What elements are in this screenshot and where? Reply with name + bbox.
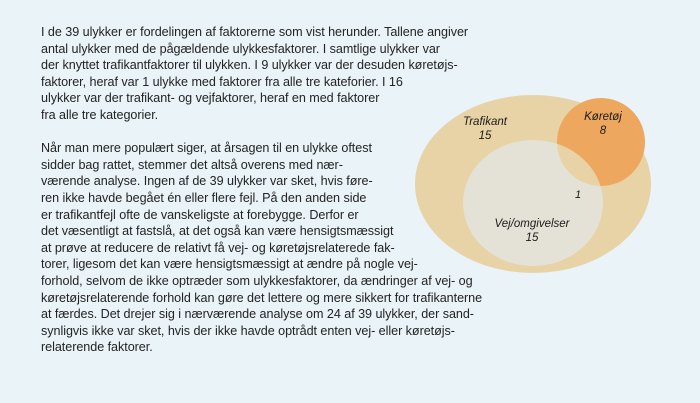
text-line: det væsentligt at fastslå, at det også kan være hensigtsmæssigt bbox=[41, 224, 394, 239]
text-line: relaterende faktorer. bbox=[41, 340, 153, 355]
paragraph-1 bbox=[41, 24, 660, 124]
text-line: værende analyse. Ingen af de 39 ulykker var sket, hvis føre- bbox=[41, 174, 373, 189]
venn-label-trafikant-value: 15 bbox=[478, 129, 492, 142]
text-line: I de 39 ulykker er fordelingen af faktorerne som vist herunder. Tallene angiver bbox=[41, 25, 469, 39]
venn-label-vej-omgivelser-value: 15 bbox=[525, 231, 539, 244]
text-line: ulykker var der trafikant- og vejfaktorer, heraf en med faktorer bbox=[41, 91, 380, 106]
venn-label-koeretoej-name: Køretøj bbox=[584, 111, 622, 123]
venn-label-vej-omgivelser-name: Vej/omgivelser bbox=[494, 218, 570, 230]
venn-label-trafikant-name: Trafikant bbox=[463, 116, 507, 128]
body-text bbox=[41, 24, 660, 356]
text-line: faktorer, heraf var 1 ulykke med faktorer fra alle tre kateforier. I 16 bbox=[41, 74, 403, 89]
text-line: torer, ligesom det kan være hensigtsmæssigt at ændre på nogle vej- bbox=[41, 257, 418, 272]
text-line: at prøve at reducere de relativt få vej- og køretøjsrelaterede fak- bbox=[41, 240, 395, 255]
text-line: køretøjsrelaterende forhold kan gøre det lettere og mere sikkert for trafikanterne bbox=[41, 290, 483, 305]
text-line: fra alle tre kategorier. bbox=[41, 107, 159, 122]
venn-label-intersection-value: 1 bbox=[574, 189, 582, 201]
text-line: forhold, selvom de ikke optræder som ulykkesfaktorer, da ændringer af vej- og bbox=[41, 273, 473, 288]
paragraph-2 bbox=[41, 140, 660, 356]
text-line: at færdes. Det drejer sig i nærværende analyse om 24 af 39 ulykker, der sand- bbox=[41, 307, 474, 322]
text-line: er trafikantfejl ofte de vanskeligste at forebygge. Derfor er bbox=[41, 207, 359, 222]
text-line: Når man mere populært siger, at årsagen til en ulykke oftest bbox=[41, 141, 372, 156]
text-line: sidder bag rattet, stemmer det altså overens med nær- bbox=[41, 157, 343, 172]
text-line: ren ikke havde begået én eller flere fejl. På den anden side bbox=[41, 190, 367, 205]
venn-label-koeretoej-value: 8 bbox=[599, 124, 607, 137]
text-line: antal ulykker med de pågældende ulykkesfaktorer. I samtlige ulykker var bbox=[41, 41, 440, 56]
text-line: synligvis ikke var sket, hvis der ikke havde optrådt enten vej- eller køretøjs- bbox=[41, 323, 455, 338]
text-line: der knyttet trafikantfaktorer til ulykken. I 9 ulykker var der desuden køretøjs- bbox=[41, 58, 458, 73]
